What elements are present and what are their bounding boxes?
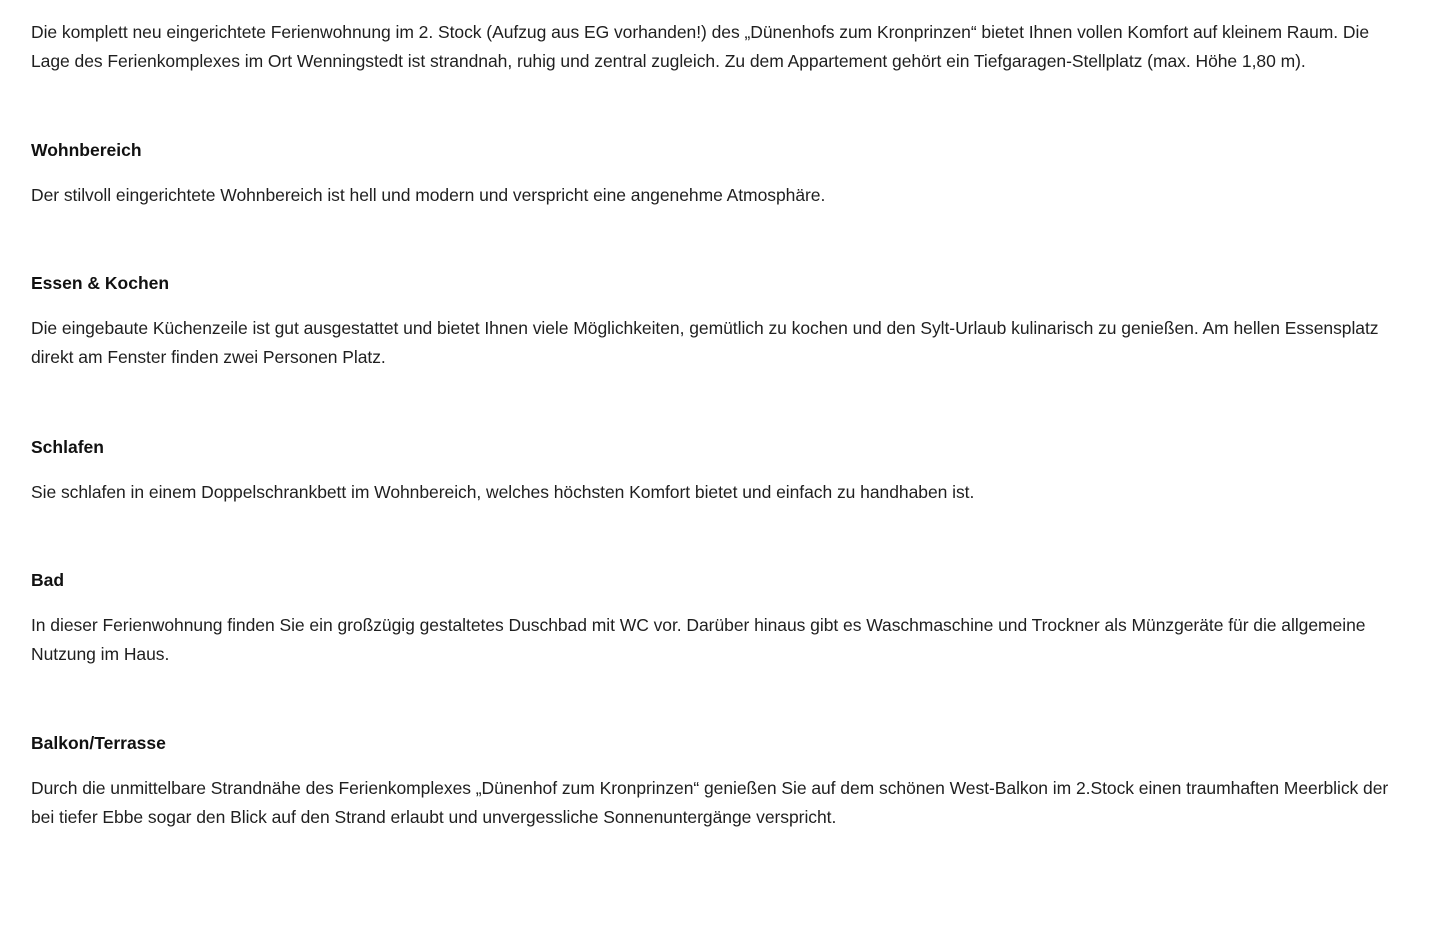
section-heading: Schlafen [31,437,104,457]
section-heading: Wohnbereich [31,140,142,160]
section-schlafen [31,436,1410,507]
section-text: Durch die unmittelbare Strandnähe des Ferienkomplexes „Dünenhof zum Kronprinzen“ genießen Sie auf dem schönen West-Balkon im 2.Stock einen traumhaften Meerblick der bei tiefer Ebbe sogar den Blick auf den Strand erlaubt und unvergessliche Sonnenuntergänge verspricht. [31,778,1389,827]
section-essen-kochen [31,272,1410,372]
section-text: Der stilvoll eingerichtete Wohnbereich ist hell und modern und verspricht eine angenehme Atmosphäre. [31,185,826,205]
section-heading: Balkon/Terrasse [31,733,166,753]
section-wohnbereich [31,139,1410,210]
intro-paragraph: Die komplett neu eingerichtete Ferienwohnung im 2. Stock (Aufzug aus EG vorhanden!) des „Dünenhofs zum Kronprinzen“ bietet Ihnen vollen Komfort auf kleinem Raum. Die Lage des Ferienkomplexes im Ort Wenningstedt ist strandnah, ruhig und zentral zugleich. Zu dem Appartement gehört ein Tiefgaragen-Stellplatz (max. Höhe 1,80 m). [31,22,1370,71]
section-text: Die eingebaute Küchenzeile ist gut ausgestattet und bietet Ihnen viele Möglichkeiten, gemütlich zu kochen und den Sylt-Urlaub kulinarisch zu genießen. Am hellen Essensplatz direkt am Fenster finden zwei Personen Platz. [31,318,1379,367]
section-text: Sie schlafen in einem Doppelschrankbett im Wohnbereich, welches höchsten Komfort bietet und einfach zu handhaben ist. [31,482,975,502]
section-balkon-terrasse [31,732,1410,832]
section-text: In dieser Ferienwohnung finden Sie ein großzügig gestaltetes Duschbad mit WC vor. Darüber hinaus gibt es Waschmaschine und Trockner als Münzgeräte für die allgemeine Nutzung im Haus. [31,615,1366,664]
section-heading: Essen & Kochen [31,273,170,293]
section-bad [31,569,1410,669]
section-heading: Bad [31,570,65,590]
